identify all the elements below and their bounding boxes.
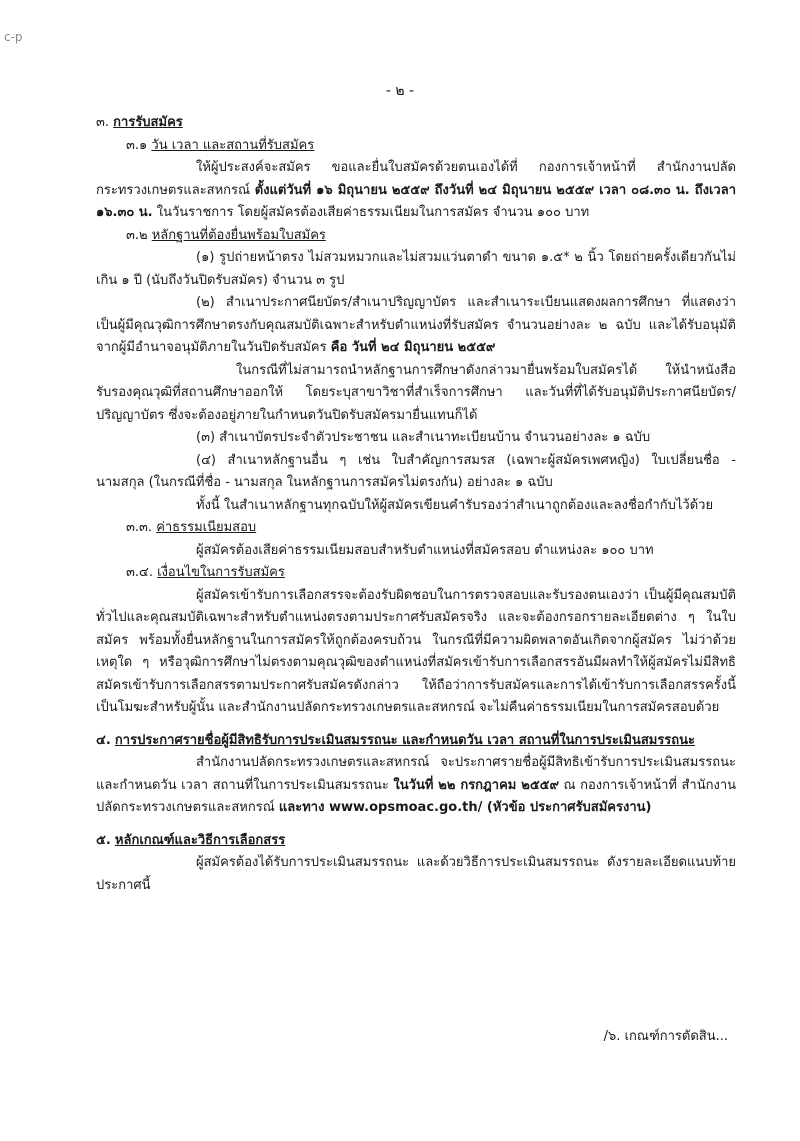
fee-paragraph: ผู้สมัครต้องเสียค่าธรรมเนียมสอบสำหรับตำแหน่งที่สมัครสอบ ตำแหน่งละ ๑๐๐ บาท bbox=[196, 542, 654, 558]
page-number: - ๒ - bbox=[385, 83, 415, 99]
paragraph-text: (๒) สำเนาประกาศนียบัตร/สำเนาปริญญาบัตร และสำเนาระเบียนแสดงผลการศึกษา ที่แสดงว่าเป็นผู้มีคุณวุฒิการศึกษาตรงกับคุณสมบัติเฉพาะสำหรับตำแหน่งที่รับสมัคร จำนวนอย่างละ ๒ ฉบับ และได้รับอนุมัติจากผู้มีอำนาจอนุมัติภายในวันปิดรับสมัคร bbox=[96, 295, 736, 355]
document-item-4: (๔) สำเนาหลักฐานอื่น ๆ เช่น ใบสำคัญการสมรส (เฉพาะผู้สมัครเพศหญิง) ใบเปลี่ยนชื่อ - นามสกุล (ในกรณีที่ชื่อ - นามสกุล ในหลักฐานการสมัครไม่ตรงกัน) อย่างละ ๑ ฉบับ bbox=[96, 452, 736, 490]
paragraph-text: ให้ผู้ประสงค์จะสมัคร ขอและยื่นใบสมัครด้วยตนเองได้ที่ กองการเจ้าหน้าที่ สำนักงานปลัดกระทรวงเกษตรและสหกรณ์ bbox=[96, 160, 736, 198]
document-item-3: (๓) สำเนาบัตรประจำตัวประชาชน และสำเนาทะเบียนบ้าน จำนวนอย่างละ ๑ ฉบับ bbox=[196, 430, 651, 445]
document-body bbox=[96, 112, 736, 897]
section-title: การรับสมัคร bbox=[113, 115, 183, 130]
section-3-1-heading bbox=[96, 135, 736, 158]
subsection-number: ๓.๒ bbox=[126, 227, 148, 243]
document-item-1: (๑) รูปถ่ายหน้าตรง ไม่สวมหมวกและไม่สวมแว่นตาดำ ขนาด ๑.๕* ๒ นิ้ว โดยถ่ายครั้งเดียวกันไม่เกิน ๑ ปี (นับถึงวันปิดรับสมัคร) จำนวน ๓ รูป bbox=[96, 250, 736, 288]
section-3-3-heading bbox=[96, 517, 736, 540]
subsection-title: วัน เวลา และสถานที่รับสมัคร bbox=[151, 137, 315, 153]
announcement-date: ในวันที่ ๒๒ กรกฎาคม ๒๕๕๙ bbox=[393, 777, 560, 793]
section-number: ๕. bbox=[96, 832, 111, 848]
section-3-2-heading bbox=[96, 225, 736, 248]
subsection-number: ๓.๓. bbox=[126, 520, 153, 535]
section-number: ๓. bbox=[96, 115, 110, 130]
section-3-4-heading bbox=[96, 562, 736, 585]
edge-mark: c-p bbox=[4, 30, 23, 44]
section-4-heading bbox=[96, 730, 736, 753]
subsection-number: ๓.๑ bbox=[126, 137, 148, 153]
subsection-number: ๓.๔. bbox=[126, 565, 153, 580]
section-3-1-paragraph bbox=[96, 157, 736, 225]
deadline-date: คือ วันที่ ๒๔ มิถุนายน ๒๕๕๙ bbox=[330, 340, 496, 355]
subsection-title: ค่าธรรมเนียมสอบ bbox=[156, 520, 257, 535]
paragraph-text: สำนักงานปลัดกระทรวงเกษตรและสหกรณ์ จะประกาศรายชื่อผู้มีสิทธิเข้ารับการประเมินสมรรถนะ และกำหนดวัน เวลา สถานที่ในการประเมินสมรรถนะ bbox=[96, 755, 736, 793]
subsection-title: เงื่อนไขในการรับสมัคร bbox=[157, 565, 285, 580]
subsection-title: หลักฐานที่ต้องยื่นพร้อมใบสมัคร bbox=[151, 227, 326, 243]
section-5-heading bbox=[96, 830, 736, 853]
section-title: หลักเกณฑ์และวิธีการเลือกสรร bbox=[114, 832, 286, 848]
conditions-paragraph: ผู้สมัครเข้ารับการเลือกสรรจะต้องรับผิดชอบในการตรวจสอบและรับรองตนเองว่า เป็นผู้มีคุณสมบัติทั่วไปและคุณสมบัติเฉพาะสำหรับตำแหน่งตรงตามประกาศรับสมัครจริง และจะต้องกรอกรายละเอียดต่าง ๆ ในใบสมัคร พร้อมทั้งยื่นหลักฐานในการสมัครให้ถูกต้องครบถ้วน ในกรณีที่มีความผิดพลาดอันเกิดจากผู้สมัคร ไม่ว่าด้วยเหตุใด ๆ หรือวุฒิการศึกษาไม่ตรงตามคุณวุฒิของตำแหน่งที่สมัครเข้ารับการเลือกสรรอันมีผลทำให้ผู้สมัครไม่มีสิทธิสมัครเข้ารับการเลือกสรรตามประกาศรับสมัครดังกล่าว ให้ถือว่าการรับสมัครและการได้เข้ารับการเลือกสรรครั้งนี้เป็นโมฆะสำหรับผู้นั้น และสำนักงานปลัดกระทรวงเกษตรและสหกรณ์ จะไม่คืนค่าธรรมเนียมในการสมัครสอบด้วย bbox=[96, 587, 736, 715]
section-title: การประกาศรายชื่อผู้มีสิทธิรับการประเมินสมรรถนะ และกำหนดวัน เวลา สถานที่ในการประเมินสมรรถนะ bbox=[114, 732, 696, 748]
paragraph-text: ในวันราชการ โดยผู้สมัครต้องเสียค่าธรรมเนียมในการสมัคร จำนวน ๑๐๐ บาท bbox=[156, 205, 590, 220]
paragraph-text: ณ กองการเจ้าหน้าที่ สำนักงานปลัดกระทรวงเกษตรและสหกรณ์ bbox=[96, 777, 737, 815]
document-item-2 bbox=[96, 292, 736, 360]
section-number: ๔. bbox=[96, 732, 111, 748]
website-reference: และทาง www.opsmoac.go.th/ (หัวข้อ ประกาศรับสมัครงาน) bbox=[278, 800, 652, 815]
continuation-note: /๖. เกณฑ์การตัดสิน... bbox=[603, 1029, 728, 1044]
certify-note: ทั้งนี้ ในสำเนาหลักฐานทุกฉบับให้ผู้สมัครเขียนคำรับรองว่าสำเนาถูกต้องและลงชื่อกำกับไว้ด้วย bbox=[196, 497, 714, 513]
section-3-heading bbox=[96, 112, 736, 135]
section-4-paragraph bbox=[96, 752, 736, 820]
application-period: ตั้งแต่วันที่ ๑๖ มิถุนายน ๒๕๕๙ ถึงวันที่ ๒๔ มิถุนายน ๒๕๕๙ เวลา ๐๘.๓๐ น. ถึงเวลา ๑๖.๓๐ น. bbox=[96, 182, 737, 220]
document-note: ในกรณีที่ไม่สามารถนำหลักฐานการศึกษาดังกล่าวมายื่นพร้อมใบสมัครได้ ให้นำหนังสือรับรองคุณวุฒิที่สถานศึกษาออกให้ โดยระบุสาขาวิชาที่สำเร็จการศึกษา และวันที่ที่ได้รับอนุมัติประกาศนียบัตร/ปริญญาบัตร ซึ่งจะต้องอยู่ภายในกำหนดวันปิดรับสมัครมายื่นแทนก็ได้ bbox=[96, 362, 736, 423]
section-5-paragraph: ผู้สมัครต้องได้รับการประเมินสมรรถนะ และด้วยวิธีการประเมินสมรรถนะ ดังรายละเอียดแนบท้ายประกาศนี้ bbox=[96, 855, 736, 893]
